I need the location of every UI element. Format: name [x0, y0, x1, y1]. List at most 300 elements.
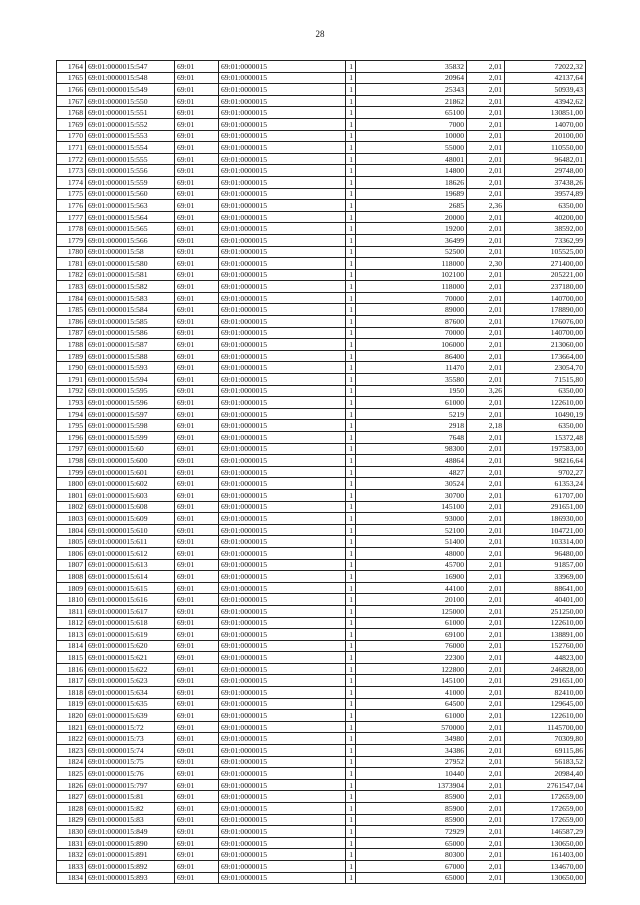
- district-code-cell: 69:01: [175, 304, 219, 316]
- district-code-cell: 69:01: [175, 292, 219, 304]
- cadastral-value-table: [56, 60, 586, 884]
- area-cell: 7000: [356, 118, 467, 130]
- district-code-cell: 69:01: [175, 200, 219, 212]
- group-cell: 1: [346, 478, 356, 490]
- cadastral-quarter-cell: 69:01:0000015: [219, 489, 346, 501]
- cadastral-value-cell: 6350,00: [505, 200, 586, 212]
- group-cell: 1: [346, 61, 356, 73]
- group-cell: 1: [346, 768, 356, 780]
- district-code-cell: 69:01: [175, 779, 219, 791]
- cadastral-number-cell: 69:01:0000015:621: [86, 652, 175, 664]
- group-cell: 1: [346, 397, 356, 409]
- table-row: [57, 791, 586, 803]
- district-code-cell: 69:01: [175, 710, 219, 722]
- cadastral-number-cell: 69:01:0000015:565: [86, 223, 175, 235]
- specific-value-cell: 2,01: [467, 733, 505, 745]
- row-index-cell: 1793: [57, 397, 86, 409]
- cadastral-quarter-cell: 69:01:0000015: [219, 339, 346, 351]
- cadastral-number-cell: 69:01:0000015:83: [86, 814, 175, 826]
- table-body: [57, 61, 586, 884]
- cadastral-quarter-cell: 69:01:0000015: [219, 350, 346, 362]
- row-index-cell: 1831: [57, 837, 86, 849]
- specific-value-cell: 2,01: [467, 432, 505, 444]
- cadastral-value-cell: 197583,00: [505, 443, 586, 455]
- cadastral-number-cell: 69:01:0000015:76: [86, 768, 175, 780]
- cadastral-number-cell: 69:01:0000015:601: [86, 466, 175, 478]
- row-index-cell: 1768: [57, 107, 86, 119]
- cadastral-number-cell: 69:01:0000015:615: [86, 582, 175, 594]
- cadastral-quarter-cell: 69:01:0000015: [219, 142, 346, 154]
- district-code-cell: 69:01: [175, 466, 219, 478]
- specific-value-cell: 2,01: [467, 721, 505, 733]
- specific-value-cell: 2,01: [467, 466, 505, 478]
- table-row: [57, 513, 586, 525]
- district-code-cell: 69:01: [175, 745, 219, 757]
- specific-value-cell: 2,01: [467, 374, 505, 386]
- row-index-cell: 1798: [57, 455, 86, 467]
- cadastral-quarter-cell: 69:01:0000015: [219, 698, 346, 710]
- specific-value-cell: 2,01: [467, 362, 505, 374]
- cadastral-number-cell: 69:01:0000015:617: [86, 605, 175, 617]
- cadastral-value-cell: 172659,00: [505, 803, 586, 815]
- row-index-cell: 1767: [57, 95, 86, 107]
- table-row: [57, 84, 586, 96]
- group-cell: 1: [346, 327, 356, 339]
- district-code-cell: 69:01: [175, 269, 219, 281]
- group-cell: 1: [346, 571, 356, 583]
- area-cell: 5219: [356, 408, 467, 420]
- cadastral-quarter-cell: 69:01:0000015: [219, 234, 346, 246]
- cadastral-number-cell: 69:01:0000015:585: [86, 316, 175, 328]
- district-code-cell: 69:01: [175, 443, 219, 455]
- row-index-cell: 1772: [57, 153, 86, 165]
- row-index-cell: 1788: [57, 339, 86, 351]
- district-code-cell: 69:01: [175, 211, 219, 223]
- group-cell: 1: [346, 617, 356, 629]
- group-cell: 1: [346, 675, 356, 687]
- specific-value-cell: 2,01: [467, 698, 505, 710]
- cadastral-quarter-cell: 69:01:0000015: [219, 165, 346, 177]
- table-row: [57, 223, 586, 235]
- specific-value-cell: 2,01: [467, 246, 505, 258]
- table-row: [57, 408, 586, 420]
- cadastral-quarter-cell: 69:01:0000015: [219, 130, 346, 142]
- table-row: [57, 339, 586, 351]
- cadastral-quarter-cell: 69:01:0000015: [219, 768, 346, 780]
- cadastral-quarter-cell: 69:01:0000015: [219, 571, 346, 583]
- cadastral-quarter-cell: 69:01:0000015: [219, 61, 346, 73]
- group-cell: 1: [346, 721, 356, 733]
- cadastral-quarter-cell: 69:01:0000015: [219, 745, 346, 757]
- group-cell: 1: [346, 165, 356, 177]
- area-cell: 85900: [356, 803, 467, 815]
- row-index-cell: 1799: [57, 466, 86, 478]
- district-code-cell: 69:01: [175, 316, 219, 328]
- area-cell: 30524: [356, 478, 467, 490]
- cadastral-number-cell: 69:01:0000015:580: [86, 258, 175, 270]
- cadastral-quarter-cell: 69:01:0000015: [219, 860, 346, 872]
- row-index-cell: 1804: [57, 524, 86, 536]
- table-row: [57, 153, 586, 165]
- area-cell: 36499: [356, 234, 467, 246]
- cadastral-number-cell: 69:01:0000015:616: [86, 594, 175, 606]
- district-code-cell: 69:01: [175, 571, 219, 583]
- district-code-cell: 69:01: [175, 675, 219, 687]
- cadastral-number-cell: 69:01:0000015:559: [86, 176, 175, 188]
- area-cell: 2685: [356, 200, 467, 212]
- table-row: [57, 385, 586, 397]
- cadastral-number-cell: 69:01:0000015:849: [86, 826, 175, 838]
- group-cell: 1: [346, 652, 356, 664]
- row-index-cell: 1801: [57, 489, 86, 501]
- district-code-cell: 69:01: [175, 455, 219, 467]
- district-code-cell: 69:01: [175, 698, 219, 710]
- group-cell: 1: [346, 269, 356, 281]
- area-cell: 1373904: [356, 779, 467, 791]
- cadastral-quarter-cell: 69:01:0000015: [219, 432, 346, 444]
- cadastral-value-cell: 105525,00: [505, 246, 586, 258]
- cadastral-quarter-cell: 69:01:0000015: [219, 849, 346, 861]
- table-row: [57, 176, 586, 188]
- area-cell: 34386: [356, 745, 467, 757]
- cadastral-value-cell: 40401,00: [505, 594, 586, 606]
- cadastral-value-cell: 9702,27: [505, 466, 586, 478]
- cadastral-number-cell: 69:01:0000015:603: [86, 489, 175, 501]
- table-row: [57, 803, 586, 815]
- cadastral-quarter-cell: 69:01:0000015: [219, 72, 346, 84]
- table-row: [57, 118, 586, 130]
- cadastral-value-cell: 15372,48: [505, 432, 586, 444]
- district-code-cell: 69:01: [175, 84, 219, 96]
- group-cell: 1: [346, 107, 356, 119]
- specific-value-cell: 2,01: [467, 594, 505, 606]
- area-cell: 35580: [356, 374, 467, 386]
- cadastral-quarter-cell: 69:01:0000015: [219, 663, 346, 675]
- group-cell: 1: [346, 547, 356, 559]
- cadastral-number-cell: 69:01:0000015:619: [86, 629, 175, 641]
- specific-value-cell: 2,01: [467, 629, 505, 641]
- row-index-cell: 1775: [57, 188, 86, 200]
- table-row: [57, 292, 586, 304]
- cadastral-number-cell: 69:01:0000015:602: [86, 478, 175, 490]
- cadastral-value-cell: 38592,00: [505, 223, 586, 235]
- cadastral-value-cell: 56183,52: [505, 756, 586, 768]
- specific-value-cell: 2,01: [467, 582, 505, 594]
- area-cell: 87600: [356, 316, 467, 328]
- table-row: [57, 478, 586, 490]
- cadastral-number-cell: 69:01:0000015:614: [86, 571, 175, 583]
- district-code-cell: 69:01: [175, 814, 219, 826]
- cadastral-value-cell: 205221,00: [505, 269, 586, 281]
- cadastral-value-cell: 39574,89: [505, 188, 586, 200]
- district-code-cell: 69:01: [175, 246, 219, 258]
- cadastral-value-cell: 103314,00: [505, 536, 586, 548]
- cadastral-value-cell: 134670,00: [505, 860, 586, 872]
- cadastral-number-cell: 69:01:0000015:596: [86, 397, 175, 409]
- cadastral-quarter-cell: 69:01:0000015: [219, 443, 346, 455]
- district-code-cell: 69:01: [175, 118, 219, 130]
- district-code-cell: 69:01: [175, 640, 219, 652]
- cadastral-quarter-cell: 69:01:0000015: [219, 478, 346, 490]
- area-cell: 21862: [356, 95, 467, 107]
- specific-value-cell: 2,01: [467, 478, 505, 490]
- specific-value-cell: 2,01: [467, 176, 505, 188]
- row-index-cell: 1815: [57, 652, 86, 664]
- specific-value-cell: 2,01: [467, 837, 505, 849]
- area-cell: 20100: [356, 594, 467, 606]
- cadastral-quarter-cell: 69:01:0000015: [219, 629, 346, 641]
- row-index-cell: 1800: [57, 478, 86, 490]
- group-cell: 1: [346, 860, 356, 872]
- group-cell: 1: [346, 385, 356, 397]
- cadastral-value-cell: 33969,00: [505, 571, 586, 583]
- table-row: [57, 663, 586, 675]
- area-cell: 2918: [356, 420, 467, 432]
- area-cell: 45700: [356, 559, 467, 571]
- cadastral-value-cell: 213060,00: [505, 339, 586, 351]
- cadastral-value-cell: 152760,00: [505, 640, 586, 652]
- area-cell: 30700: [356, 489, 467, 501]
- cadastral-value-cell: 140700,00: [505, 292, 586, 304]
- specific-value-cell: 2,01: [467, 513, 505, 525]
- cadastral-number-cell: 69:01:0000015:598: [86, 420, 175, 432]
- table-row: [57, 629, 586, 641]
- table-row: [57, 142, 586, 154]
- row-index-cell: 1813: [57, 629, 86, 641]
- district-code-cell: 69:01: [175, 849, 219, 861]
- cadastral-value-cell: 129645,00: [505, 698, 586, 710]
- table-row: [57, 374, 586, 386]
- area-cell: 61000: [356, 617, 467, 629]
- district-code-cell: 69:01: [175, 142, 219, 154]
- cadastral-value-cell: 186930,00: [505, 513, 586, 525]
- row-index-cell: 1823: [57, 745, 86, 757]
- cadastral-quarter-cell: 69:01:0000015: [219, 95, 346, 107]
- area-cell: 65100: [356, 107, 467, 119]
- table-row: [57, 826, 586, 838]
- cadastral-number-cell: 69:01:0000015:593: [86, 362, 175, 374]
- cadastral-number-cell: 69:01:0000015:566: [86, 234, 175, 246]
- area-cell: 85900: [356, 791, 467, 803]
- specific-value-cell: 2,01: [467, 455, 505, 467]
- cadastral-number-cell: 69:01:0000015:611: [86, 536, 175, 548]
- specific-value-cell: 2,01: [467, 756, 505, 768]
- cadastral-number-cell: 69:01:0000015:581: [86, 269, 175, 281]
- cadastral-quarter-cell: 69:01:0000015: [219, 559, 346, 571]
- specific-value-cell: 2,01: [467, 304, 505, 316]
- cadastral-number-cell: 69:01:0000015:548: [86, 72, 175, 84]
- specific-value-cell: 2,01: [467, 524, 505, 536]
- cadastral-number-cell: 69:01:0000015:74: [86, 745, 175, 757]
- specific-value-cell: 3,26: [467, 385, 505, 397]
- table-row: [57, 745, 586, 757]
- specific-value-cell: 2,01: [467, 269, 505, 281]
- group-cell: 1: [346, 316, 356, 328]
- specific-value-cell: 2,01: [467, 72, 505, 84]
- row-index-cell: 1834: [57, 872, 86, 884]
- cadastral-number-cell: 69:01:0000015:609: [86, 513, 175, 525]
- specific-value-cell: 2,30: [467, 258, 505, 270]
- specific-value-cell: 2,01: [467, 339, 505, 351]
- district-code-cell: 69:01: [175, 652, 219, 664]
- group-cell: 1: [346, 791, 356, 803]
- group-cell: 1: [346, 582, 356, 594]
- area-cell: 14800: [356, 165, 467, 177]
- group-cell: 1: [346, 234, 356, 246]
- district-code-cell: 69:01: [175, 501, 219, 513]
- specific-value-cell: 2,01: [467, 675, 505, 687]
- row-index-cell: 1769: [57, 118, 86, 130]
- specific-value-cell: 2,01: [467, 84, 505, 96]
- specific-value-cell: 2,01: [467, 710, 505, 722]
- specific-value-cell: 2,01: [467, 95, 505, 107]
- cadastral-quarter-cell: 69:01:0000015: [219, 304, 346, 316]
- group-cell: 1: [346, 524, 356, 536]
- row-index-cell: 1795: [57, 420, 86, 432]
- group-cell: 1: [346, 698, 356, 710]
- specific-value-cell: 2,01: [467, 652, 505, 664]
- group-cell: 1: [346, 663, 356, 675]
- cadastral-value-cell: 237180,00: [505, 281, 586, 293]
- group-cell: 1: [346, 443, 356, 455]
- cadastral-value-cell: 72022,32: [505, 61, 586, 73]
- area-cell: 48000: [356, 547, 467, 559]
- row-index-cell: 1812: [57, 617, 86, 629]
- district-code-cell: 69:01: [175, 432, 219, 444]
- cadastral-quarter-cell: 69:01:0000015: [219, 176, 346, 188]
- cadastral-quarter-cell: 69:01:0000015: [219, 756, 346, 768]
- specific-value-cell: 2,01: [467, 443, 505, 455]
- cadastral-quarter-cell: 69:01:0000015: [219, 872, 346, 884]
- table-row: [57, 466, 586, 478]
- cadastral-value-cell: 6350,00: [505, 385, 586, 397]
- group-cell: 1: [346, 153, 356, 165]
- row-index-cell: 1821: [57, 721, 86, 733]
- row-index-cell: 1829: [57, 814, 86, 826]
- area-cell: 67000: [356, 860, 467, 872]
- area-cell: 55000: [356, 142, 467, 154]
- cadastral-quarter-cell: 69:01:0000015: [219, 791, 346, 803]
- cadastral-value-cell: 172659,00: [505, 814, 586, 826]
- cadastral-value-cell: 172659,00: [505, 791, 586, 803]
- cadastral-number-cell: 69:01:0000015:608: [86, 501, 175, 513]
- cadastral-value-cell: 44823,00: [505, 652, 586, 664]
- cadastral-value-cell: 251250,00: [505, 605, 586, 617]
- area-cell: 48864: [356, 455, 467, 467]
- group-cell: 1: [346, 466, 356, 478]
- specific-value-cell: 2,01: [467, 316, 505, 328]
- district-code-cell: 69:01: [175, 223, 219, 235]
- row-index-cell: 1783: [57, 281, 86, 293]
- cadastral-quarter-cell: 69:01:0000015: [219, 327, 346, 339]
- district-code-cell: 69:01: [175, 605, 219, 617]
- district-code-cell: 69:01: [175, 559, 219, 571]
- area-cell: 20000: [356, 211, 467, 223]
- cadastral-number-cell: 69:01:0000015:549: [86, 84, 175, 96]
- table-row: [57, 594, 586, 606]
- cadastral-number-cell: 69:01:0000015:623: [86, 675, 175, 687]
- area-cell: 20964: [356, 72, 467, 84]
- cadastral-quarter-cell: 69:01:0000015: [219, 118, 346, 130]
- cadastral-quarter-cell: 69:01:0000015: [219, 397, 346, 409]
- cadastral-quarter-cell: 69:01:0000015: [219, 188, 346, 200]
- cadastral-number-cell: 69:01:0000015:550: [86, 95, 175, 107]
- district-code-cell: 69:01: [175, 489, 219, 501]
- area-cell: 145100: [356, 501, 467, 513]
- area-cell: 61000: [356, 397, 467, 409]
- page-number: 28: [315, 29, 325, 39]
- cadastral-quarter-cell: 69:01:0000015: [219, 374, 346, 386]
- district-code-cell: 69:01: [175, 629, 219, 641]
- specific-value-cell: 2,01: [467, 745, 505, 757]
- group-cell: 1: [346, 837, 356, 849]
- area-cell: 570000: [356, 721, 467, 733]
- cadastral-quarter-cell: 69:01:0000015: [219, 281, 346, 293]
- row-index-cell: 1822: [57, 733, 86, 745]
- district-code-cell: 69:01: [175, 72, 219, 84]
- district-code-cell: 69:01: [175, 408, 219, 420]
- area-cell: 4827: [356, 466, 467, 478]
- district-code-cell: 69:01: [175, 385, 219, 397]
- area-cell: 65000: [356, 837, 467, 849]
- cadastral-quarter-cell: 69:01:0000015: [219, 455, 346, 467]
- row-index-cell: 1779: [57, 234, 86, 246]
- cadastral-quarter-cell: 69:01:0000015: [219, 733, 346, 745]
- row-index-cell: 1781: [57, 258, 86, 270]
- specific-value-cell: 2,01: [467, 223, 505, 235]
- row-index-cell: 1786: [57, 316, 86, 328]
- specific-value-cell: 2,01: [467, 547, 505, 559]
- district-code-cell: 69:01: [175, 339, 219, 351]
- group-cell: 1: [346, 304, 356, 316]
- specific-value-cell: 2,01: [467, 663, 505, 675]
- cadastral-quarter-cell: 69:01:0000015: [219, 582, 346, 594]
- table-row: [57, 246, 586, 258]
- district-code-cell: 69:01: [175, 327, 219, 339]
- district-code-cell: 69:01: [175, 872, 219, 884]
- district-code-cell: 69:01: [175, 617, 219, 629]
- group-cell: 1: [346, 513, 356, 525]
- table-row: [57, 200, 586, 212]
- specific-value-cell: 2,01: [467, 559, 505, 571]
- group-cell: 1: [346, 629, 356, 641]
- cadastral-number-cell: 69:01:0000015:599: [86, 432, 175, 444]
- cadastral-number-cell: 69:01:0000015:622: [86, 663, 175, 675]
- area-cell: 48001: [356, 153, 467, 165]
- area-cell: 89000: [356, 304, 467, 316]
- area-cell: 80300: [356, 849, 467, 861]
- area-cell: 61000: [356, 710, 467, 722]
- cadastral-value-cell: 20100,00: [505, 130, 586, 142]
- cadastral-value-cell: 130851,00: [505, 107, 586, 119]
- table-row: [57, 304, 586, 316]
- cadastral-value-cell: 122610,00: [505, 397, 586, 409]
- cadastral-number-cell: 69:01:0000015:556: [86, 165, 175, 177]
- specific-value-cell: 2,01: [467, 130, 505, 142]
- cadastral-quarter-cell: 69:01:0000015: [219, 362, 346, 374]
- district-code-cell: 69:01: [175, 594, 219, 606]
- cadastral-quarter-cell: 69:01:0000015: [219, 466, 346, 478]
- group-cell: 1: [346, 350, 356, 362]
- row-index-cell: 1773: [57, 165, 86, 177]
- district-code-cell: 69:01: [175, 176, 219, 188]
- district-code-cell: 69:01: [175, 733, 219, 745]
- district-code-cell: 69:01: [175, 860, 219, 872]
- cadastral-quarter-cell: 69:01:0000015: [219, 640, 346, 652]
- area-cell: 70000: [356, 327, 467, 339]
- group-cell: 1: [346, 211, 356, 223]
- cadastral-number-cell: 69:01:0000015:634: [86, 687, 175, 699]
